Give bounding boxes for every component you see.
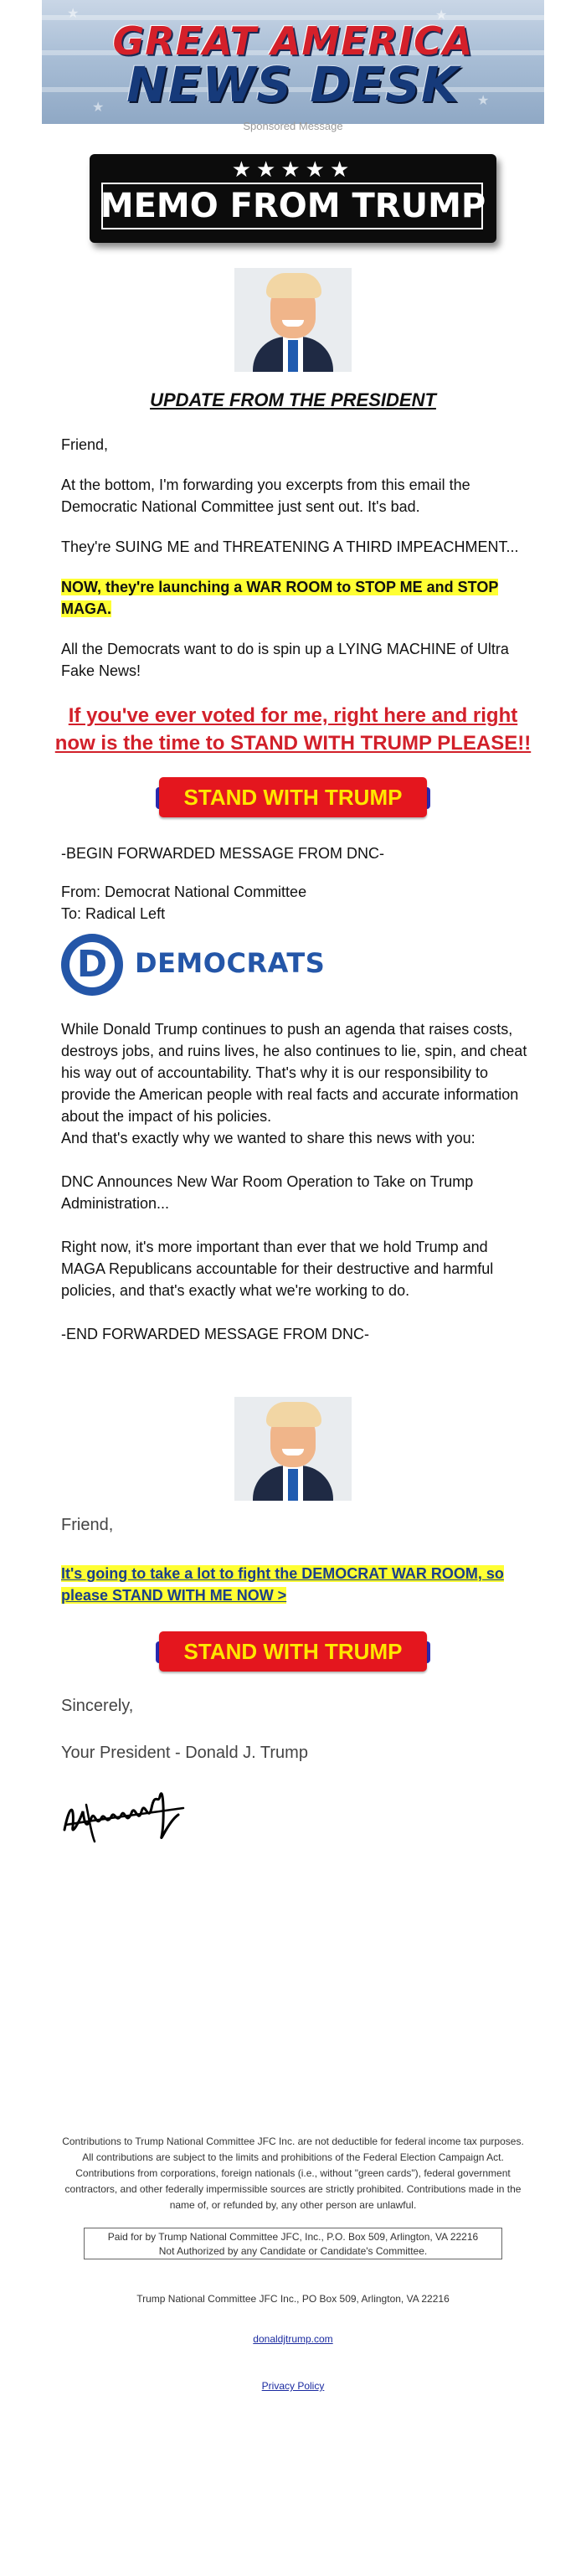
forwarded-paragraph: Right now, it's more important than ever that we hold Trump and MAGA Republicans accountable for their destructive and harmful policies, and that's exactly what we're working to do. [61, 1239, 494, 1299]
paragraph: They're SUING ME and THREATENING A THIRD IMPEACHMENT... [61, 538, 519, 555]
header-banner [42, 0, 544, 124]
forward-begin-label: -BEGIN FORWARDED MESSAGE FROM DNC- [61, 845, 385, 862]
closing-greeting: Friend, [61, 1516, 114, 1534]
highlighted-paragraph [61, 576, 530, 620]
highlight-text: NOW, they're launching a WAR ROOM to STOP ME and STOP MAGA. [61, 579, 499, 617]
mailing-address: Trump National Committee JFC Inc., PO Box 509, Arlington, VA 22216 [136, 2293, 450, 2305]
memo-stars: ★★★★★ [231, 157, 355, 182]
forwarded-paragraph: And that's exactly why we wanted to share this news with you: [61, 1130, 475, 1146]
sincerely-label: Sincerely, [61, 1697, 134, 1715]
portrait-hair [266, 1402, 321, 1427]
page-title: UPDATE FROM THE PRESIDENT [150, 389, 436, 410]
forwarded-paragraph: While Donald Trump continues to push an agenda that raises costs, destroys jobs, and ruins lives, he also continues to lie, spin, and cheat his way out of accountability. That's why it is our responsibility to provide the American people with real facts and accurate information about the impact of his policies. [61, 1021, 527, 1125]
portrait-tie [288, 1469, 298, 1501]
portrait-hair [266, 273, 321, 298]
closing-link-block [61, 1563, 530, 1606]
button-label: STAND WITH TRUMP [159, 777, 427, 817]
privacy-policy-link[interactable]: Privacy Policy [261, 2380, 325, 2392]
paid-for-box [84, 2228, 502, 2259]
signature-image [61, 1771, 187, 1847]
stand-with-trump-button[interactable] [159, 1631, 427, 1672]
memo-header [90, 154, 496, 243]
star-icon: ★ [477, 94, 490, 108]
forward-end-label: -END FORWARDED MESSAGE FROM DNC- [61, 1326, 370, 1342]
sponsored-label: Sponsored Message [243, 120, 343, 132]
forward-from: From: Democrat National Committee [61, 884, 307, 900]
paragraph: At the bottom, I'm forwarding you excerpts from this email the Democratic National Committee just sent out. It's bad. [61, 477, 470, 515]
portrait-tie [288, 340, 298, 372]
star-icon: ★ [67, 7, 80, 21]
portrait-photo [234, 268, 352, 372]
paid-for-line: Paid for by Trump National Committee JFC, Inc., P.O. Box 509, Arlington, VA 22216 [107, 2231, 479, 2243]
logo-letter: D [76, 943, 108, 986]
legal-disclaimer: Contributions to Trump National Committee JFC Inc. are not deductible for federal income tax purposes. All contributions are subject to the limits and prohibitions of the Federal Election Campaign Act. Contributions from corporations, foreign nationals (i.e., without "green cards"), federal government contractors, and other federally impermissible sources are strictly prohibited. Contributions made in the name of, or refunded by, any other person are unlawful. [62, 2136, 524, 2211]
portrait-smile [282, 1449, 304, 1455]
forward-to: To: Radical Left [61, 905, 166, 922]
stand-with-me-link[interactable]: It's going to take a lot to fight the DEMOCRAT WAR ROOM, so please STAND WITH ME NOW > [61, 1565, 504, 1604]
stand-with-trump-button[interactable] [159, 777, 427, 817]
paragraph: All the Democrats want to do is spin up a LYING MACHINE of Ultra Fake News! [61, 641, 509, 679]
star-icon: ★ [92, 100, 105, 115]
star-icon: ★ [435, 8, 448, 23]
portrait-smile [282, 320, 304, 327]
banner-title-top: GREAT AMERICA [112, 18, 474, 64]
democrats-logo [61, 934, 326, 1006]
greeting: Friend, [61, 436, 109, 453]
banner-title-bottom: NEWS DESK [126, 56, 460, 113]
website-link[interactable]: donaldjtrump.com [253, 2333, 333, 2345]
button-label: STAND WITH TRUMP [159, 1631, 427, 1672]
portrait-photo [234, 1397, 352, 1501]
logo-wordmark: DEMOCRATS [135, 947, 326, 979]
signature-name: Your President - Donald J. Trump [61, 1744, 308, 1762]
memo-title: MEMO FROM TRUMP [100, 187, 486, 225]
authorization-line: Not Authorized by any Candidate or Candidate's Committee. [158, 2245, 428, 2257]
donate-link[interactable]: If you've ever voted for me, right here and right now is the time to STAND WITH TRUMP PLEASE!! [54, 704, 532, 755]
forwarded-paragraph: DNC Announces New War Room Operation to Take on Trump Administration... [61, 1173, 474, 1212]
